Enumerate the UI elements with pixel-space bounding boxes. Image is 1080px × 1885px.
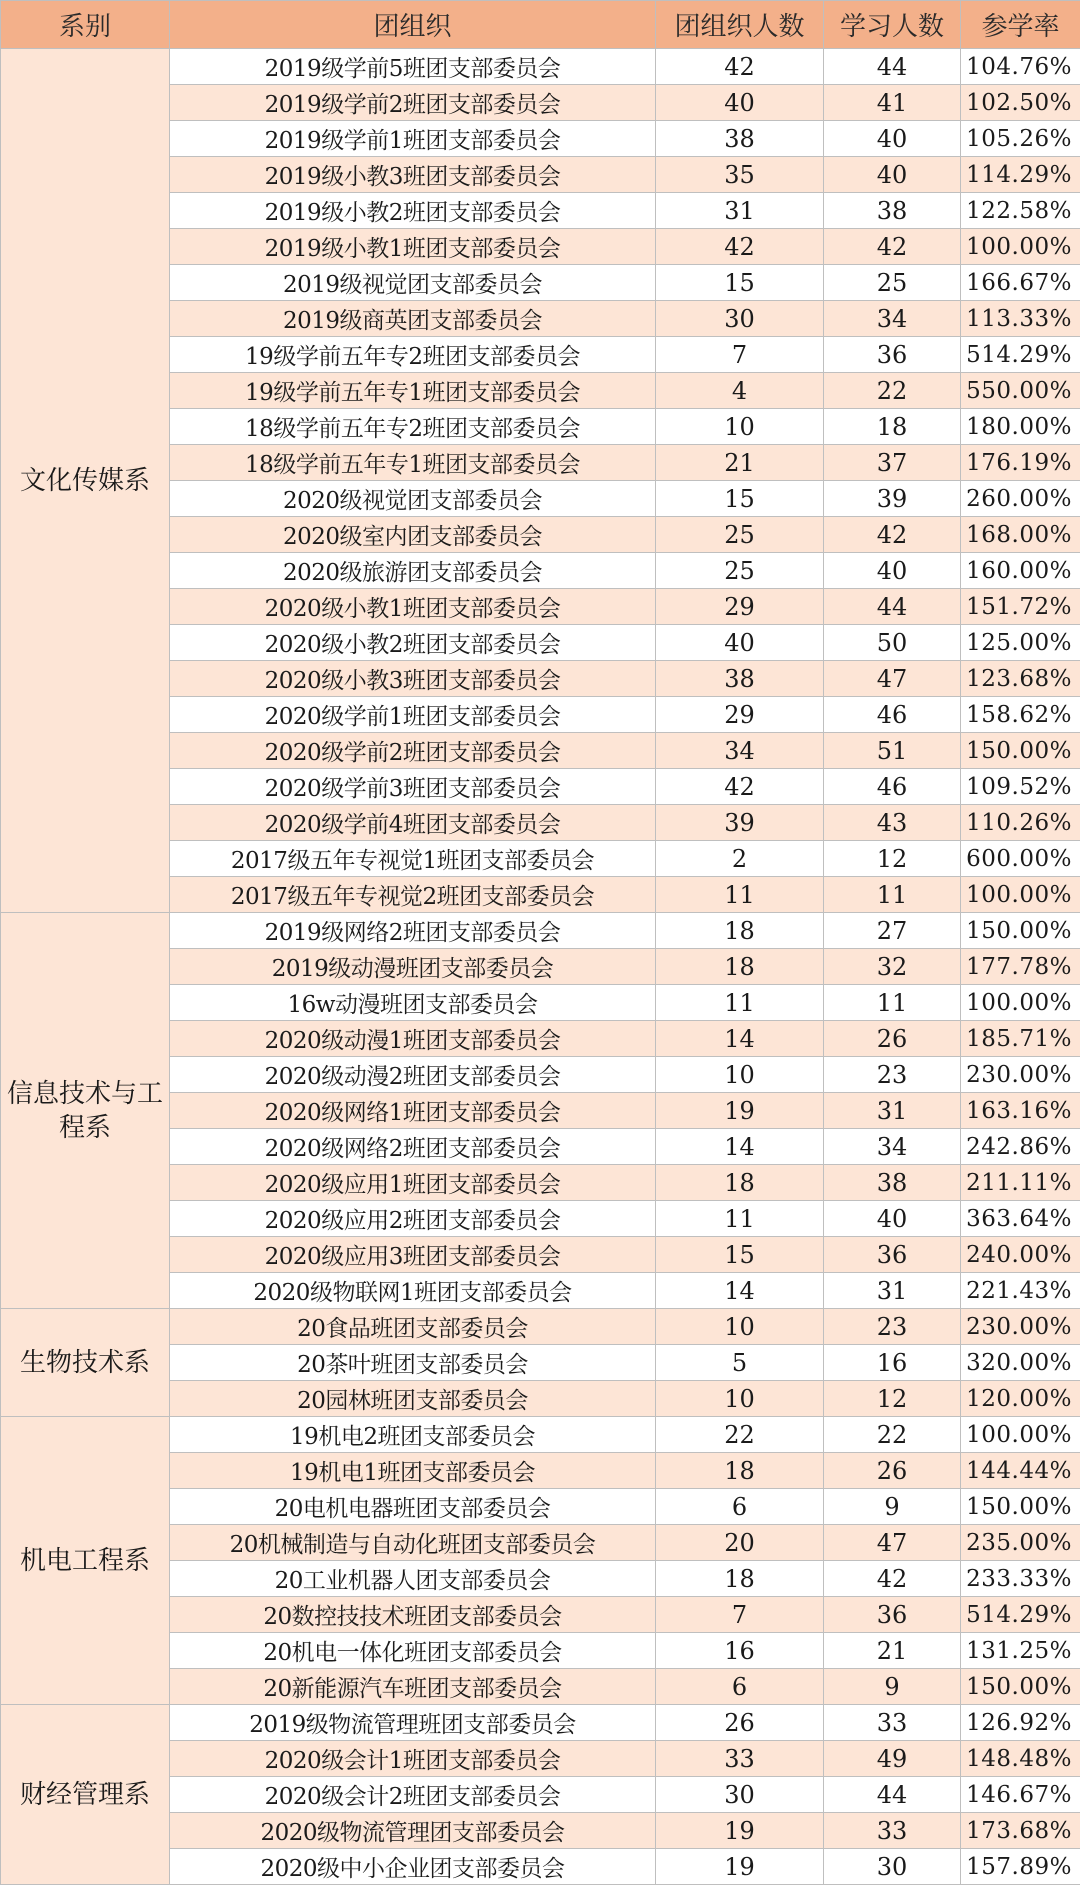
participation-rate-cell: 122.58% — [961, 193, 1080, 229]
org-members-cell: 11 — [656, 1201, 824, 1237]
organization-cell: 19级学前五年专1班团支部委员会 — [170, 373, 656, 409]
participation-rate-cell: 113.33% — [961, 301, 1080, 337]
participation-rate-cell: 105.26% — [961, 121, 1080, 157]
participation-rate-cell: 102.50% — [961, 85, 1080, 121]
organization-cell: 2020级小教2班团支部委员会 — [170, 625, 656, 661]
org-members-cell: 33 — [656, 1741, 824, 1777]
participation-rate-cell: 158.62% — [961, 697, 1080, 733]
org-members-cell: 15 — [656, 1237, 824, 1273]
learners-cell: 36 — [824, 1237, 961, 1273]
organization-cell: 2020级会计1班团支部委员会 — [170, 1741, 656, 1777]
learners-cell: 11 — [824, 877, 961, 913]
org-members-cell: 19 — [656, 1813, 824, 1849]
organization-cell: 2020级动漫2班团支部委员会 — [170, 1057, 656, 1093]
organization-cell: 2019级学前1班团支部委员会 — [170, 121, 656, 157]
learners-cell: 46 — [824, 697, 961, 733]
organization-cell: 2020级室内团支部委员会 — [170, 517, 656, 553]
organization-cell: 20电机电器班团支部委员会 — [170, 1489, 656, 1525]
organization-cell: 2020级网络1班团支部委员会 — [170, 1093, 656, 1129]
participation-rate-cell: 150.00% — [961, 1669, 1080, 1705]
learners-cell: 40 — [824, 1201, 961, 1237]
participation-rate-cell: 363.64% — [961, 1201, 1080, 1237]
department-cell: 财经管理系 — [1, 1705, 170, 1885]
org-members-cell: 39 — [656, 805, 824, 841]
learners-cell: 47 — [824, 1525, 961, 1561]
organization-cell: 20机电一体化班团支部委员会 — [170, 1633, 656, 1669]
org-members-cell: 26 — [656, 1705, 824, 1741]
participation-rate-cell: 230.00% — [961, 1309, 1080, 1345]
learners-cell: 44 — [824, 1777, 961, 1813]
organization-cell: 2019级物流管理班团支部委员会 — [170, 1705, 656, 1741]
org-members-cell: 2 — [656, 841, 824, 877]
learners-cell: 37 — [824, 445, 961, 481]
organization-cell: 20园林班团支部委员会 — [170, 1381, 656, 1417]
org-members-cell: 6 — [656, 1669, 824, 1705]
org-members-cell: 19 — [656, 1093, 824, 1129]
participation-rate-cell: 600.00% — [961, 841, 1080, 877]
participation-rate-cell: 177.78% — [961, 949, 1080, 985]
learners-cell: 41 — [824, 85, 961, 121]
organization-cell: 20茶叶班团支部委员会 — [170, 1345, 656, 1381]
org-members-cell: 14 — [656, 1273, 824, 1309]
participation-rate-cell: 131.25% — [961, 1633, 1080, 1669]
learners-cell: 32 — [824, 949, 961, 985]
organization-cell: 19机电2班团支部委员会 — [170, 1417, 656, 1453]
learners-cell: 34 — [824, 301, 961, 337]
organization-cell: 2020级应用2班团支部委员会 — [170, 1201, 656, 1237]
participation-rate-cell: 514.29% — [961, 1597, 1080, 1633]
participation-rate-cell: 110.26% — [961, 805, 1080, 841]
learners-cell: 42 — [824, 517, 961, 553]
org-members-cell: 18 — [656, 949, 824, 985]
learners-cell: 31 — [824, 1273, 961, 1309]
participation-rate-cell: 109.52% — [961, 769, 1080, 805]
learners-cell: 38 — [824, 193, 961, 229]
organization-cell: 19级学前五年专2班团支部委员会 — [170, 337, 656, 373]
department-cell: 信息技术与工程系 — [1, 913, 170, 1309]
learners-cell: 16 — [824, 1345, 961, 1381]
org-members-cell: 29 — [656, 697, 824, 733]
participation-rate-cell: 176.19% — [961, 445, 1080, 481]
participation-rate-cell: 185.71% — [961, 1021, 1080, 1057]
participation-rate-cell: 104.76% — [961, 49, 1080, 85]
table-header — [1, 1, 1080, 49]
department-cell: 生物技术系 — [1, 1309, 170, 1417]
participation-rate-cell: 260.00% — [961, 481, 1080, 517]
org-members-cell: 4 — [656, 373, 824, 409]
organization-cell: 2020级学前1班团支部委员会 — [170, 697, 656, 733]
learners-cell: 34 — [824, 1129, 961, 1165]
participation-rate-cell: 550.00% — [961, 373, 1080, 409]
participation-rate-cell: 233.33% — [961, 1561, 1080, 1597]
organization-cell: 2020级中小企业团支部委员会 — [170, 1849, 656, 1885]
organization-cell: 2020级应用1班团支部委员会 — [170, 1165, 656, 1201]
learners-cell: 46 — [824, 769, 961, 805]
organization-cell: 2019级视觉团支部委员会 — [170, 265, 656, 301]
learners-cell: 12 — [824, 1381, 961, 1417]
header-organization: 团组织 — [170, 1, 656, 49]
organization-cell: 19机电1班团支部委员会 — [170, 1453, 656, 1489]
org-members-cell: 20 — [656, 1525, 824, 1561]
organization-cell: 2019级小教2班团支部委员会 — [170, 193, 656, 229]
learners-cell: 26 — [824, 1453, 961, 1489]
learners-cell: 9 — [824, 1669, 961, 1705]
participation-rate-cell: 211.11% — [961, 1165, 1080, 1201]
participation-rate-cell: 100.00% — [961, 985, 1080, 1021]
participation-rate-cell: 150.00% — [961, 1489, 1080, 1525]
learners-cell: 27 — [824, 913, 961, 949]
participation-rate-cell: 123.68% — [961, 661, 1080, 697]
learners-cell: 12 — [824, 841, 961, 877]
participation-rate-cell: 114.29% — [961, 157, 1080, 193]
organization-cell: 16w动漫班团支部委员会 — [170, 985, 656, 1021]
table-row — [1, 1309, 1080, 1345]
org-members-cell: 5 — [656, 1345, 824, 1381]
organization-cell: 20机械制造与自动化班团支部委员会 — [170, 1525, 656, 1561]
participation-rate-cell: 148.48% — [961, 1741, 1080, 1777]
org-members-cell: 19 — [656, 1849, 824, 1885]
participation-rate-cell: 126.92% — [961, 1705, 1080, 1741]
organization-cell: 2020级小教1班团支部委员会 — [170, 589, 656, 625]
organization-cell: 20工业机器人团支部委员会 — [170, 1561, 656, 1597]
learners-cell: 26 — [824, 1021, 961, 1057]
organization-cell: 2020级学前4班团支部委员会 — [170, 805, 656, 841]
header-participation-rate: 参学率 — [961, 1, 1080, 49]
org-members-cell: 30 — [656, 301, 824, 337]
organization-cell: 2017级五年专视觉2班团支部委员会 — [170, 877, 656, 913]
org-members-cell: 15 — [656, 481, 824, 517]
organization-cell: 2020级旅游团支部委员会 — [170, 553, 656, 589]
learners-cell: 50 — [824, 625, 961, 661]
department-cell: 机电工程系 — [1, 1417, 170, 1705]
org-members-cell: 10 — [656, 409, 824, 445]
organization-cell: 2020级会计2班团支部委员会 — [170, 1777, 656, 1813]
organization-cell: 2020级动漫1班团支部委员会 — [170, 1021, 656, 1057]
participation-rate-cell: 242.86% — [961, 1129, 1080, 1165]
org-members-cell: 21 — [656, 445, 824, 481]
table-row — [1, 1417, 1080, 1453]
org-members-cell: 40 — [656, 625, 824, 661]
organization-cell: 2019级动漫班团支部委员会 — [170, 949, 656, 985]
learners-cell: 22 — [824, 373, 961, 409]
org-members-cell: 35 — [656, 157, 824, 193]
participation-rate-cell: 157.89% — [961, 1849, 1080, 1885]
org-members-cell: 14 — [656, 1129, 824, 1165]
org-members-cell: 38 — [656, 661, 824, 697]
org-members-cell: 38 — [656, 121, 824, 157]
org-members-cell: 18 — [656, 1453, 824, 1489]
learners-cell: 22 — [824, 1417, 961, 1453]
participation-rate-cell: 320.00% — [961, 1345, 1080, 1381]
organization-cell: 2020级应用3班团支部委员会 — [170, 1237, 656, 1273]
header-row — [1, 1, 1080, 49]
participation-rate-cell: 514.29% — [961, 337, 1080, 373]
org-members-cell: 16 — [656, 1633, 824, 1669]
participation-rate-cell: 168.00% — [961, 517, 1080, 553]
learners-cell: 36 — [824, 1597, 961, 1633]
learners-cell: 43 — [824, 805, 961, 841]
table-row — [1, 1705, 1080, 1741]
learners-cell: 18 — [824, 409, 961, 445]
organization-cell: 2019级小教1班团支部委员会 — [170, 229, 656, 265]
org-members-cell: 25 — [656, 517, 824, 553]
organization-cell: 18级学前五年专2班团支部委员会 — [170, 409, 656, 445]
learners-cell: 42 — [824, 229, 961, 265]
organization-cell: 2017级五年专视觉1班团支部委员会 — [170, 841, 656, 877]
learners-cell: 44 — [824, 589, 961, 625]
participation-rate-cell: 100.00% — [961, 229, 1080, 265]
org-members-cell: 10 — [656, 1309, 824, 1345]
org-members-cell: 7 — [656, 1597, 824, 1633]
organization-cell: 2020级物联网1班团支部委员会 — [170, 1273, 656, 1309]
org-members-cell: 18 — [656, 1165, 824, 1201]
learners-cell: 21 — [824, 1633, 961, 1669]
org-members-cell: 7 — [656, 337, 824, 373]
header-learners: 学习人数 — [824, 1, 961, 49]
learners-cell: 33 — [824, 1813, 961, 1849]
org-members-cell: 6 — [656, 1489, 824, 1525]
learners-cell: 33 — [824, 1705, 961, 1741]
participation-rate-cell: 144.44% — [961, 1453, 1080, 1489]
table-row — [1, 49, 1080, 85]
org-members-cell: 15 — [656, 265, 824, 301]
table-row — [1, 913, 1080, 949]
participation-rate-cell: 166.67% — [961, 265, 1080, 301]
org-members-cell: 34 — [656, 733, 824, 769]
participation-rate-cell: 160.00% — [961, 553, 1080, 589]
org-members-cell: 22 — [656, 1417, 824, 1453]
learners-cell: 42 — [824, 1561, 961, 1597]
learners-cell: 47 — [824, 661, 961, 697]
participation-rate-cell: 163.16% — [961, 1093, 1080, 1129]
learners-cell: 23 — [824, 1309, 961, 1345]
organization-cell: 2020级小教3班团支部委员会 — [170, 661, 656, 697]
participation-rate-cell: 146.67% — [961, 1777, 1080, 1813]
participation-rate-cell: 173.68% — [961, 1813, 1080, 1849]
organization-cell: 2020级学前3班团支部委员会 — [170, 769, 656, 805]
org-members-cell: 42 — [656, 229, 824, 265]
org-members-cell: 18 — [656, 913, 824, 949]
learners-cell: 40 — [824, 553, 961, 589]
learners-cell: 44 — [824, 49, 961, 85]
participation-rate-cell: 230.00% — [961, 1057, 1080, 1093]
participation-rate-cell: 151.72% — [961, 589, 1080, 625]
participation-rate-cell: 150.00% — [961, 733, 1080, 769]
organization-cell: 2020级视觉团支部委员会 — [170, 481, 656, 517]
org-members-cell: 11 — [656, 877, 824, 913]
organization-cell: 2020级学前2班团支部委员会 — [170, 733, 656, 769]
organization-cell: 2020级网络2班团支部委员会 — [170, 1129, 656, 1165]
learners-cell: 36 — [824, 337, 961, 373]
organization-cell: 2019级网络2班团支部委员会 — [170, 913, 656, 949]
learners-cell: 11 — [824, 985, 961, 1021]
organization-cell: 18级学前五年专1班团支部委员会 — [170, 445, 656, 481]
learners-cell: 23 — [824, 1057, 961, 1093]
participation-rate-cell: 240.00% — [961, 1237, 1080, 1273]
organization-cell: 2020级物流管理团支部委员会 — [170, 1813, 656, 1849]
organization-cell: 20数控技技术班团支部委员会 — [170, 1597, 656, 1633]
org-members-cell: 10 — [656, 1381, 824, 1417]
learners-cell: 51 — [824, 733, 961, 769]
learners-cell: 49 — [824, 1741, 961, 1777]
participation-rate-cell: 150.00% — [961, 913, 1080, 949]
org-members-cell: 30 — [656, 1777, 824, 1813]
learners-cell: 30 — [824, 1849, 961, 1885]
organization-cell: 2019级学前5班团支部委员会 — [170, 49, 656, 85]
learners-cell: 25 — [824, 265, 961, 301]
header-org-members: 团组织人数 — [656, 1, 824, 49]
organization-cell: 20新能源汽车班团支部委员会 — [170, 1669, 656, 1705]
department-cell: 文化传媒系 — [1, 49, 170, 913]
participation-rate-cell: 120.00% — [961, 1381, 1080, 1417]
org-members-cell: 42 — [656, 49, 824, 85]
participation-rate-cell: 100.00% — [961, 877, 1080, 913]
org-members-cell: 25 — [656, 553, 824, 589]
participation-rate-cell: 100.00% — [961, 1417, 1080, 1453]
participation-rate-cell: 221.43% — [961, 1273, 1080, 1309]
participation-rate-cell: 235.00% — [961, 1525, 1080, 1561]
participation-rate-cell: 180.00% — [961, 409, 1080, 445]
learners-cell: 40 — [824, 157, 961, 193]
organization-cell: 2019级商英团支部委员会 — [170, 301, 656, 337]
organization-cell: 2019级小教3班团支部委员会 — [170, 157, 656, 193]
org-members-cell: 31 — [656, 193, 824, 229]
organization-cell: 20食品班团支部委员会 — [170, 1309, 656, 1345]
participation-rate-cell: 125.00% — [961, 625, 1080, 661]
org-members-cell: 42 — [656, 769, 824, 805]
org-members-cell: 14 — [656, 1021, 824, 1057]
header-department: 系别 — [1, 1, 170, 49]
learners-cell: 31 — [824, 1093, 961, 1129]
learners-cell: 40 — [824, 121, 961, 157]
org-members-cell: 10 — [656, 1057, 824, 1093]
org-members-cell: 11 — [656, 985, 824, 1021]
table-body — [1, 49, 1080, 1885]
organization-cell: 2019级学前2班团支部委员会 — [170, 85, 656, 121]
org-members-cell: 40 — [656, 85, 824, 121]
org-members-cell: 29 — [656, 589, 824, 625]
learners-cell: 38 — [824, 1165, 961, 1201]
org-members-cell: 18 — [656, 1561, 824, 1597]
learners-cell: 39 — [824, 481, 961, 517]
learners-cell: 9 — [824, 1489, 961, 1525]
